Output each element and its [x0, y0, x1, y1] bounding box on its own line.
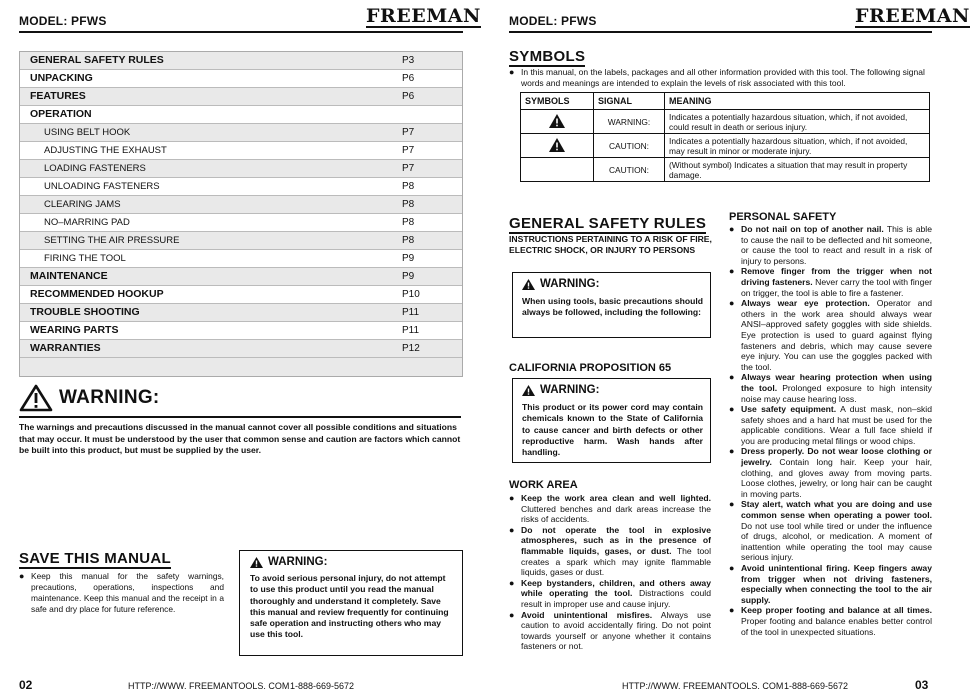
list-item [509, 493, 711, 525]
warning-text: The warnings and precautions discussed in the manual cannot cover all possible conditions and situations that may occur. It must be understood by the user that common sense and caution are factors which cannot be built into this product, but must be supplied by the user. [19, 422, 461, 455]
save-manual-item [19, 571, 224, 615]
item-text: A dust mask, non–skid safety shoes and a hard hat must be used for the applicable conditions. Wear a full face shield if you are producing metal filings or wood chips. [741, 404, 933, 446]
toc-title: RECOMMENDED HOOKUP [30, 288, 164, 300]
bullet-icon: ● [509, 524, 515, 535]
col-symbols: SYMBOLS [521, 93, 594, 110]
toc-title: UNLOADING FASTENERS [44, 181, 160, 192]
toc-title: UNPACKING [30, 72, 93, 84]
item-bold: Do not nail on top of another nail. [741, 224, 884, 234]
symbols-title: SYMBOLS [509, 48, 586, 65]
toc-page: P9 [402, 271, 415, 282]
toc-row [20, 268, 462, 286]
toc-page: P11 [402, 325, 420, 336]
header-rule [19, 31, 463, 33]
toc-page: P9 [402, 253, 415, 264]
save-manual-text: Keep this manual for the safety warnings, precautions, operations, inspections and maintenance. Keep this manual and the receipt in a safe and dry place for future reference. [31, 571, 224, 614]
toc-title: LOADING FASTENERS [44, 163, 146, 174]
toc-row [20, 52, 462, 70]
toc-title: FEATURES [30, 90, 86, 102]
toc-page: P12 [402, 343, 420, 354]
warning-triangle-icon [549, 114, 565, 128]
toc-title: MAINTENANCE [30, 270, 108, 282]
footer-url: HTTP://WWW. FREEMANTOOLS. COM [622, 681, 784, 691]
toc-row [20, 214, 462, 232]
warning-triangle-icon [522, 279, 535, 290]
table-row [521, 110, 930, 134]
item-text: Never carry the tool with finger on trigger, the tool is able to fire a fastener. [741, 276, 932, 298]
signal-cell: CAUTION: [594, 134, 665, 158]
toc-title: WARRANTIES [30, 342, 101, 354]
item-text: The tool creates a spark which may ignite flammable liquids, gases or dust. [521, 545, 711, 578]
list-item [509, 578, 711, 610]
bullet-icon: ● [509, 609, 515, 620]
toc-page: P7 [402, 163, 415, 174]
personal-safety-list [729, 224, 932, 637]
toc-row [20, 250, 462, 268]
warning-triangle-icon [250, 557, 263, 568]
item-bold: Use safety equipment. [741, 404, 837, 415]
toc-page: P8 [402, 217, 415, 228]
item-bold: Keep the work area clean and well lighted. [521, 493, 711, 503]
table-row [521, 134, 930, 158]
list-item [729, 563, 932, 605]
list-item [729, 446, 932, 499]
item-text: Operator and others in the work area should always wear ANSI–approved safety goggles with side shields. Eye protection is used to guard against flying fasteners and debris, which may cause severe eye injury. You can use the goggles packed with the tool. [741, 298, 932, 372]
table-row [521, 158, 930, 182]
gsr-instructions: INSTRUCTIONS PERTAINING TO A RISK OF FIRE, ELECTRIC SHOCK, OR INJURY TO PERSONS [509, 234, 712, 255]
left-page [0, 0, 481, 694]
bullet-icon: ● [729, 298, 735, 309]
list-item [729, 605, 932, 637]
warning-triangle-icon [522, 385, 535, 396]
warning-box-title: WARNING: [268, 556, 328, 568]
warning-box-text: This product or its power cord may contain chemicals known to the State of California to cause cancer and birth defects or other reproductive harm. Wash hands after handling. [522, 402, 703, 458]
toc-row [20, 340, 462, 358]
item-bold: Stay alert, watch what you are doing and use common sense when operating a power tool. [741, 499, 932, 521]
toc-title: CLEARING JAMS [44, 199, 121, 210]
toc-page: P3 [402, 55, 415, 66]
toc-title: ADJUSTING THE EXHAUST [44, 145, 167, 156]
warning-box [512, 272, 711, 338]
list-item [509, 610, 711, 652]
warning-box [512, 378, 711, 463]
model-label: MODEL: PFWS [19, 14, 107, 28]
item-text: Distractions could result in improper use and cause injury. [521, 588, 711, 609]
model-label: MODEL: PFWS [509, 14, 597, 28]
list-item [729, 404, 932, 446]
list-item [509, 525, 711, 578]
list-item [729, 266, 932, 298]
toc-page: P6 [402, 91, 415, 102]
toc-row [20, 142, 462, 160]
toc-row [20, 322, 462, 340]
bullet-icon: ● [729, 499, 735, 510]
bullet-icon: ● [729, 605, 735, 616]
warning-box-head [522, 384, 710, 396]
personal-safety-title: PERSONAL SAFETY [729, 211, 837, 223]
footer-url: HTTP://WWW. FREEMANTOOLS. COM [128, 681, 290, 691]
toc-title: TROUBLE SHOOTING [30, 306, 140, 318]
toc-title: FIRING THE TOOL [44, 253, 126, 264]
page-number: 02 [19, 678, 33, 692]
work-area-list [509, 493, 711, 652]
item-text: Proper footing and balance enables better control of the tool in unexpected situations. [741, 615, 932, 637]
bullet-icon: ● [729, 266, 735, 277]
toc-row [20, 286, 462, 304]
page-number: 03 [915, 678, 929, 692]
meaning-cell: (Without symbol) Indicates a situation that may result in property damage. [665, 158, 930, 182]
warning-box-head [522, 278, 710, 290]
save-manual-title: SAVE THIS MANUAL [19, 550, 172, 567]
toc-row [20, 304, 462, 322]
toc-title: SETTING THE AIR PRESSURE [44, 235, 180, 246]
toc-page: P8 [402, 181, 415, 192]
warning-triangle-icon [549, 138, 565, 152]
warning-rule [19, 416, 461, 418]
item-bold: Keep bystanders, children, and others away while operating the tool. [521, 577, 711, 599]
header-rule [509, 31, 932, 33]
toc-title: USING BELT HOOK [44, 127, 131, 138]
bullet-icon: ● [19, 571, 25, 581]
warning-heading [19, 383, 160, 413]
bullet-icon: ● [729, 224, 735, 234]
item-text: This is able to cause the nail to be deflected and hit someone, or cause the tool to react and result in a risk of injury to persons. [741, 224, 932, 266]
toc-row [20, 106, 462, 124]
item-bold: Remove finger from the trigger when not driving fasteners. [741, 266, 932, 287]
warning-box-title: WARNING: [540, 278, 600, 290]
meaning-cell: Indicates a potentially hazardous situation, which, if not avoided, may result in minor or moderate injury. [665, 134, 930, 158]
symbol-cell [521, 134, 594, 158]
work-area-title: WORK AREA [509, 479, 578, 491]
warning-title: WARNING: [59, 387, 160, 408]
warning-box-text: When using tools, basic precautions should always be followed, including the following: [522, 296, 703, 318]
bullet-icon: ● [509, 493, 515, 503]
gsr-title: GENERAL SAFETY RULES [509, 215, 707, 232]
item-text: Contain long hair. Keep your hair, clothing, and gloves away from moving parts. Loose clothes, jewelry, or long hair can be caught in moving parts. [741, 457, 932, 499]
item-text: Always use caution to avoid accidentally firing. Do not point towards yourself or anyone whether it contains fasteners or not. [521, 609, 711, 652]
toc-row [20, 124, 462, 142]
toc-blank-row [20, 358, 462, 376]
ca-prop-title: CALIFORNIA PROPOSITION 65 [509, 362, 672, 374]
table-of-contents [19, 51, 463, 377]
col-meaning: MEANING [665, 93, 930, 110]
bullet-icon: ● [729, 404, 735, 415]
symbols-intro-text: In this manual, on the labels, packages and all other information provided with this tool. The following signal words and meanings are intended to explain the levels of risk associated with this tool. [521, 67, 925, 88]
bullet-icon: ● [509, 67, 515, 77]
toc-page: P7 [402, 145, 415, 156]
toc-row [20, 196, 462, 214]
toc-row [20, 160, 462, 178]
col-signal: SIGNAL [594, 93, 665, 110]
toc-page: P8 [402, 235, 415, 246]
item-bold: Do not operate the tool in explosive atmospheres, such as in the presence of flammable liquids, gases, or dust. [521, 524, 711, 556]
toc-title: OPERATION [30, 108, 92, 120]
list-item [729, 499, 932, 563]
meaning-cell: Indicates a potentially hazardous situation, which, if not avoided, could result in death or serious injury. [665, 110, 930, 134]
signal-cell: WARNING: [594, 110, 665, 134]
warning-box-text: To avoid serious personal injury, do not attempt to use this product until you read the manual thoroughly and understand it completely. Save this manual and review frequently for continuing safe operation and instructing others who may use this tool. [250, 573, 449, 640]
bullet-icon: ● [729, 372, 735, 383]
symbol-cell [521, 110, 594, 134]
item-text: Do not use tool while tired or under the influence of drugs, alcohol, or medication. A moment of inattention while operating the tool may cause serious injury. [741, 520, 932, 563]
list-item [729, 298, 932, 372]
toc-page: P8 [402, 199, 415, 210]
item-text: Prolonged exposure to high intensity noise may cause hearing loss. [741, 382, 932, 404]
list-item [729, 372, 932, 404]
item-bold: Always wear eye protection. [741, 298, 870, 309]
footer-phone: 1-888-669-5672 [784, 681, 849, 691]
toc-row [20, 178, 462, 196]
bullet-icon: ● [509, 577, 515, 588]
symbol-cell [521, 158, 594, 182]
freeman-logo: FREEMAN [366, 5, 481, 27]
bullet-icon: ● [729, 563, 735, 573]
warning-box-head [250, 556, 462, 568]
toc-row [20, 70, 462, 88]
toc-page: P7 [402, 127, 415, 138]
toc-title: NO–MARRING PAD [44, 217, 130, 228]
toc-page: P10 [402, 289, 420, 300]
symbols-intro [509, 67, 939, 89]
list-item [729, 224, 932, 266]
signal-cell: CAUTION: [594, 158, 665, 182]
toc-row [20, 232, 462, 250]
item-bold: Keep proper footing and balance at all times. [741, 605, 932, 616]
toc-title: GENERAL SAFETY RULES [30, 54, 164, 66]
warning-triangle-icon [19, 384, 53, 412]
item-text: Cluttered benches and dark areas increase the risks of accidents. [521, 503, 711, 525]
warning-box [239, 550, 463, 656]
item-bold: Avoid unintentional misfires. [521, 609, 653, 620]
toc-page: P11 [402, 307, 420, 318]
footer-phone: 1-888-669-5672 [290, 681, 355, 691]
warning-box-title: WARNING: [540, 384, 600, 396]
toc-title: WEARING PARTS [30, 324, 119, 336]
symbols-table [520, 92, 930, 182]
toc-page: P6 [402, 73, 415, 84]
freeman-logo: FREEMAN [855, 5, 970, 27]
item-bold: Avoid unintentional firing. Keep fingers away from trigger when not driving fasteners, especially when connecting the tool to the air supply. [741, 563, 932, 605]
bullet-icon: ● [729, 446, 735, 457]
item-bold: Dress properly. Do not wear loose clothing or jewelry. [741, 446, 932, 468]
item-bold: Always wear hearing protection when using the tool. [741, 372, 932, 393]
toc-row [20, 88, 462, 106]
